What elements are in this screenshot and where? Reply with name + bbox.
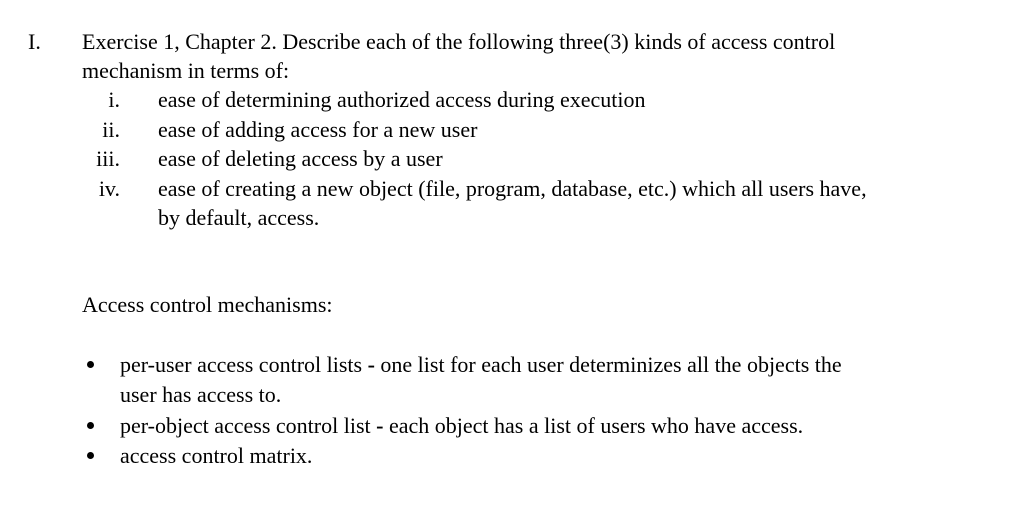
criterion-text: ease of determining authorized access during execution	[158, 87, 646, 112]
mechanism-desc: each object has a list of users who have access.	[388, 413, 804, 438]
bullet-icon	[87, 422, 94, 429]
question-number: I.	[28, 29, 41, 54]
criterion-text: ease of adding access for a new user	[158, 117, 478, 142]
criterion-text: ease of deleting access by a user	[158, 146, 443, 171]
mechanism-desc-continuation: user has access to.	[120, 382, 282, 407]
mechanism-desc: one list for each user determinizes all the objects the	[380, 352, 842, 377]
criterion-text: ease of creating a new object (file, program, database, etc.) which all users have,	[158, 176, 867, 201]
question-text-line2: mechanism in terms of:	[82, 58, 290, 83]
bullet-icon	[87, 452, 94, 459]
mechanism-term: access control matrix.	[120, 443, 313, 468]
criterion-text-continuation: by default, access.	[158, 205, 320, 230]
mechanism-item	[120, 413, 803, 439]
mechanism-item	[120, 352, 842, 378]
mechanism-term: per-user access control lists	[120, 352, 363, 377]
criterion-numeral: ii.	[102, 117, 120, 142]
bullet-icon	[87, 361, 94, 368]
criterion-numeral: i.	[108, 87, 120, 112]
mechanism-term: per-object access control list	[120, 413, 371, 438]
criterion-numeral: iii.	[96, 146, 120, 171]
mechanism-dash: -	[367, 352, 375, 377]
question-text-line1: Exercise 1, Chapter 2. Describe each of the following three(3) kinds of access control	[82, 29, 836, 54]
mechanism-item	[120, 443, 312, 469]
mechanism-dash: -	[376, 413, 384, 438]
mechanisms-heading: Access control mechanisms:	[82, 292, 333, 317]
criterion-numeral: iv.	[98, 176, 120, 201]
